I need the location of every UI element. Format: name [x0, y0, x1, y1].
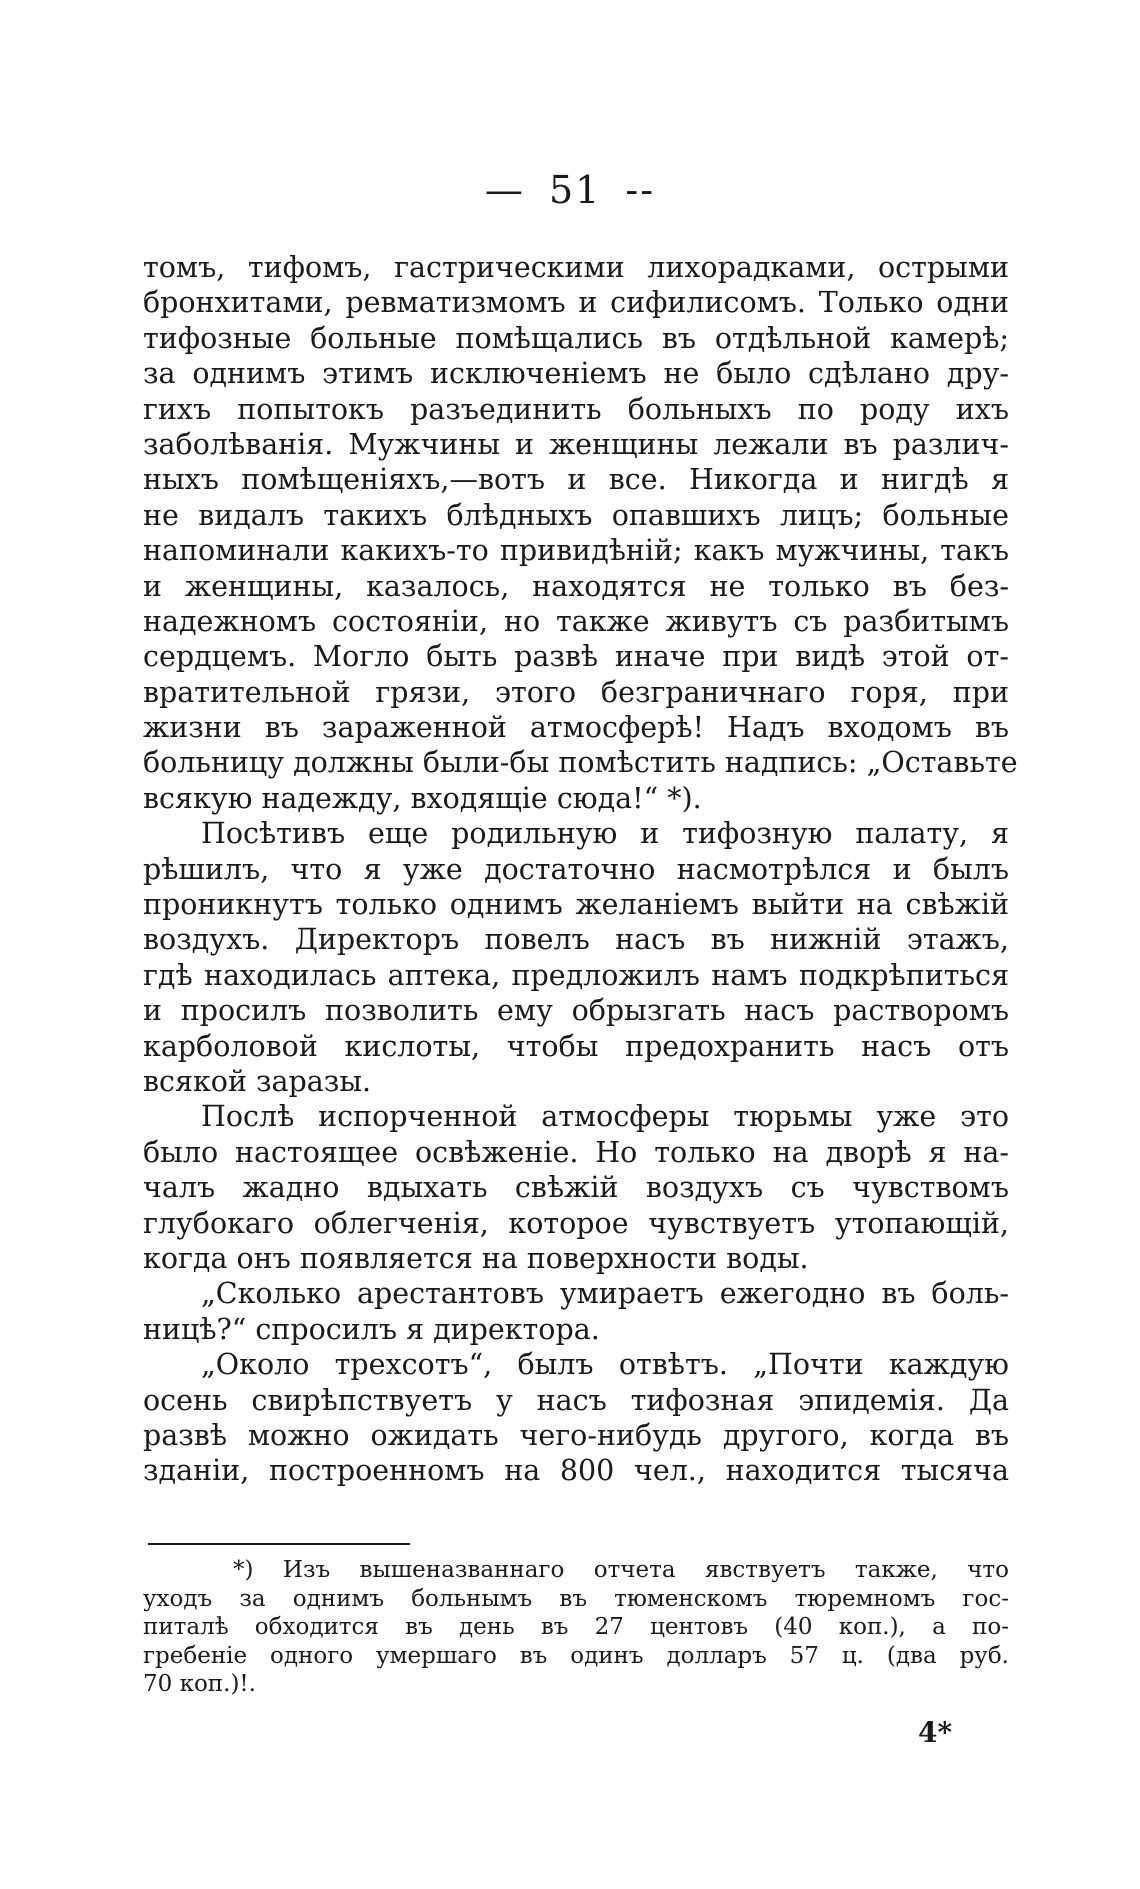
text-line: воздухъ. Директоръ повелъ насъ въ нижній этажъ,: [143, 923, 1009, 957]
text-line: гихъ попытокъ разъединить больныхъ по роду ихъ: [143, 392, 1009, 426]
text-line: зданіи, построенномъ на 800 чел., находится тысяча: [143, 1454, 1009, 1488]
text-line: карболовой кислоты, чтобы предохранить насъ отъ: [143, 1029, 1009, 1063]
body-text: [143, 250, 1018, 1489]
text-line: и женщины, казалось, находятся не только въ без-: [143, 569, 1009, 603]
text-line: вратительной грязи, этого безграничнаго горя, при: [143, 675, 1009, 709]
text-line: гдѣ находилась аптека, предложилъ намъ подкрѣпиться: [143, 958, 1009, 992]
page-number: — 51 --: [484, 168, 656, 212]
text-line: чалъ жадно вдыхать свѣжій воздухъ съ чувствомъ: [143, 1171, 1009, 1205]
text-line: больницу должны были-бы помѣстить надпись: „Оставьте: [143, 746, 1018, 780]
text-line: бронхитами, ревматизмомъ и сифилисомъ. Только одни: [143, 286, 1009, 320]
text-line: Послѣ испорченной атмосферы тюрьмы уже это: [201, 1100, 1009, 1134]
footnote-line: уходъ за однимъ больнымъ въ тюменскомъ тюремномъ гос-: [143, 1585, 1009, 1612]
text-line: всякую надежду, входящіе сюда!“ *).: [143, 781, 702, 815]
footnote-rule: [148, 1543, 410, 1545]
footnote-line: 70 коп.)!.: [143, 1671, 256, 1698]
text-line: Посѣтивъ еще родильную и тифозную палату, я: [201, 817, 1009, 851]
text-line: „Сколько арестантовъ умираетъ ежегодно въ боль-: [201, 1277, 1009, 1311]
text-line: осень свирѣпствуетъ у насъ тифозная эпидемія. Да: [143, 1383, 1009, 1417]
text-line: надежномъ состояніи, но также живутъ съ разбитымъ: [143, 604, 1009, 638]
text-line: когда онъ появляется на поверхности воды.: [143, 1241, 809, 1275]
text-line: рѣшилъ, что я уже достаточно насмотрѣлся и былъ: [143, 852, 1009, 886]
text-line: развѣ можно ожидать чего-нибудь другого, когда въ: [143, 1418, 1009, 1452]
text-line: и просилъ позволить ему обрызгать насъ растворомъ: [143, 994, 1009, 1028]
footnote-line: *) Изъ вышеназваннаго отчета явствуетъ также, что: [233, 1557, 1009, 1583]
text-line: не видалъ такихъ блѣдныхъ опавшихъ лицъ; больные: [143, 498, 1009, 532]
text-line: „Около трехсотъ“, былъ отвѣтъ. „Почти каждую: [201, 1348, 1009, 1382]
signature-mark: 4*: [918, 1716, 953, 1749]
text-line: тифозные больные помѣщались въ отдѣльной камерѣ;: [143, 321, 1009, 355]
text-line: сердцемъ. Могло быть развѣ иначе при видѣ этой от-: [143, 640, 1009, 674]
text-line: томъ, тифомъ, гастрическими лихорадками, острыми: [143, 251, 1009, 284]
footnote-line: питалѣ обходится въ день въ 27 центовъ (40 коп.), а по-: [143, 1614, 1009, 1641]
text-line: за однимъ этимъ исключеніемъ не было сдѣлано дру-: [143, 357, 1009, 391]
text-line: глубокаго облегченія, которое чувствуетъ утопающій,: [143, 1206, 1009, 1240]
text-line: жизни въ зараженной атмосферѣ! Надъ входомъ въ: [143, 711, 1009, 745]
text-line: ныхъ помѣщеніяхъ,—вотъ и все. Никогда и нигдѣ я: [143, 463, 1009, 497]
footnote: [143, 1556, 1009, 1699]
text-line: проникнутъ только однимъ желаніемъ выйти на свѣжій: [143, 888, 1009, 922]
text-line: было настоящее освѣженіе. Но только на дворѣ я на-: [143, 1135, 1009, 1169]
text-line: ницѣ?“ спросилъ я директора.: [143, 1312, 600, 1346]
text-line: напоминали какихъ-то привидѣній; какъ мужчины, такъ: [143, 534, 1009, 568]
footnote-line: гребеніе одного умершаго въ одинъ долларъ 57 ц. (два руб.: [143, 1642, 1009, 1669]
text-line: всякой заразы.: [143, 1064, 372, 1098]
text-line: заболѣванія. Мужчины и женщины лежали въ различ-: [143, 427, 1009, 461]
